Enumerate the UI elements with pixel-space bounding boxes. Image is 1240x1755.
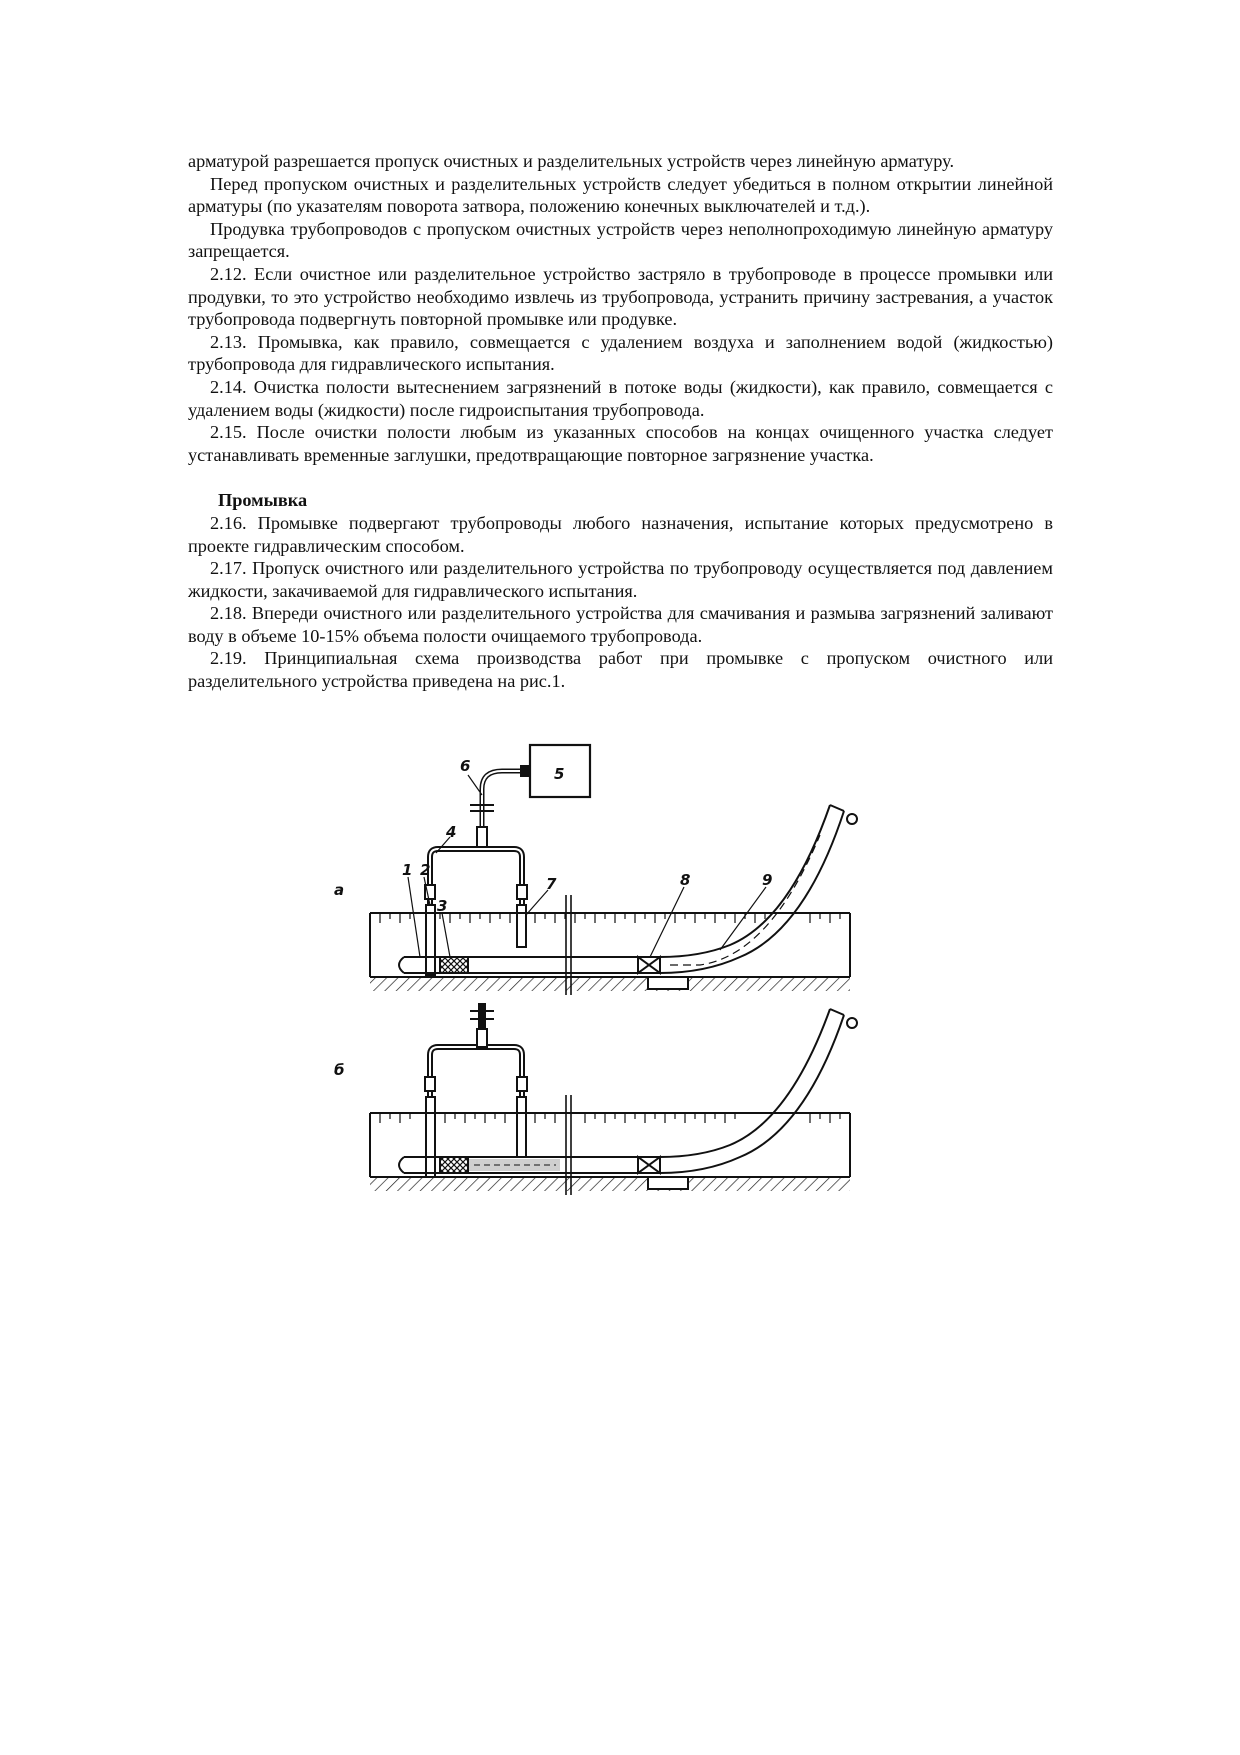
callout-4: 4 bbox=[446, 823, 457, 841]
paragraph: Перед пропуском очистных и разделительных устройств следует убедиться в полном открытии линейной арматуры (по указателям поворота затвора, положению конечных выключателей и т.д.). bbox=[188, 173, 1053, 217]
pipeline-a bbox=[399, 805, 857, 973]
callout-5: 5 bbox=[554, 765, 565, 783]
paragraph: 2.19. Принципиальная схема производства работ при промывке с пропуском очистного или разделительного устройства приведена на рис.1. bbox=[188, 648, 1053, 692]
callout-8: 8 bbox=[680, 871, 691, 889]
paragraph: арматурой разрешается пропуск очистных и разделительных устройств через линейную арматуру. bbox=[188, 151, 955, 171]
text-block-top bbox=[188, 150, 1053, 466]
figure-b bbox=[334, 1003, 857, 1195]
figure-label-a: а bbox=[334, 881, 345, 899]
figure-label-b: б bbox=[334, 1061, 345, 1079]
callout-2: 2 bbox=[420, 861, 431, 879]
figure-a bbox=[334, 745, 857, 995]
pipeline-b bbox=[399, 1009, 857, 1173]
text-block-bottom bbox=[188, 512, 1053, 693]
paragraph: 2.18. Впереди очистного или разделительного устройства для смачивания и размыва загрязнений заливают воду в объеме 10-15% объема полости очищаемого трубопровода. bbox=[188, 603, 1053, 646]
document-page bbox=[188, 150, 1053, 693]
paragraph: 2.14. Очистка полости вытеснением загрязнений в потоке воды (жидкости), как правило, совмещается с удалением воды (жидкости) после гидроиспытания трубопровода. bbox=[188, 376, 1053, 420]
callout-7: 7 bbox=[546, 875, 557, 893]
callout-9: 9 bbox=[762, 871, 773, 889]
hose bbox=[482, 771, 530, 833]
paragraph: Продувка трубопроводов с пропуском очистных устройств через неполнопроходимую линейную арматуру запрещается. bbox=[188, 218, 1053, 262]
diagram-svg bbox=[334, 745, 900, 1195]
callout-3: 3 bbox=[437, 897, 448, 915]
callout-6: 6 bbox=[460, 757, 471, 775]
pipeline-flushing-diagram bbox=[334, 745, 900, 1195]
paragraph: 2.17. Пропуск очистного или разделительного устройства по трубопроводу осуществляется под давлением жидкости, закачиваемой для гидравлического испытания. bbox=[188, 558, 1053, 601]
section-heading: Промывка bbox=[218, 490, 308, 511]
paragraph: 2.15. После очистки полости любым из указанных способов на концах очищенного участка следует устанавливать временные заглушки, предотвращающие повторное загрязнение участка. bbox=[188, 422, 1053, 465]
paragraph: 2.12. Если очистное или разделительное устройство застряло в трубопроводе в процессе промывки или продувки, то это устройство необходимо извлечь из трубопровода, устранить причину застревания, а участок трубопровода подвергнуть повторной промывке или продувке. bbox=[188, 263, 1053, 330]
paragraph: 2.13. Промывка, как правило, совмещается с удалением воздуха и заполнением водой (жидкостью) трубопровода для гидравлического испытания. bbox=[188, 331, 1053, 375]
paragraph: 2.16. Промывке подвергают трубопроводы любого назначения, испытание которых предусмотрено в проекте гидравлическим способом. bbox=[188, 512, 1053, 556]
line-valve bbox=[638, 957, 660, 973]
cleaning-piston bbox=[440, 957, 468, 973]
callout-1: 1 bbox=[402, 861, 413, 879]
